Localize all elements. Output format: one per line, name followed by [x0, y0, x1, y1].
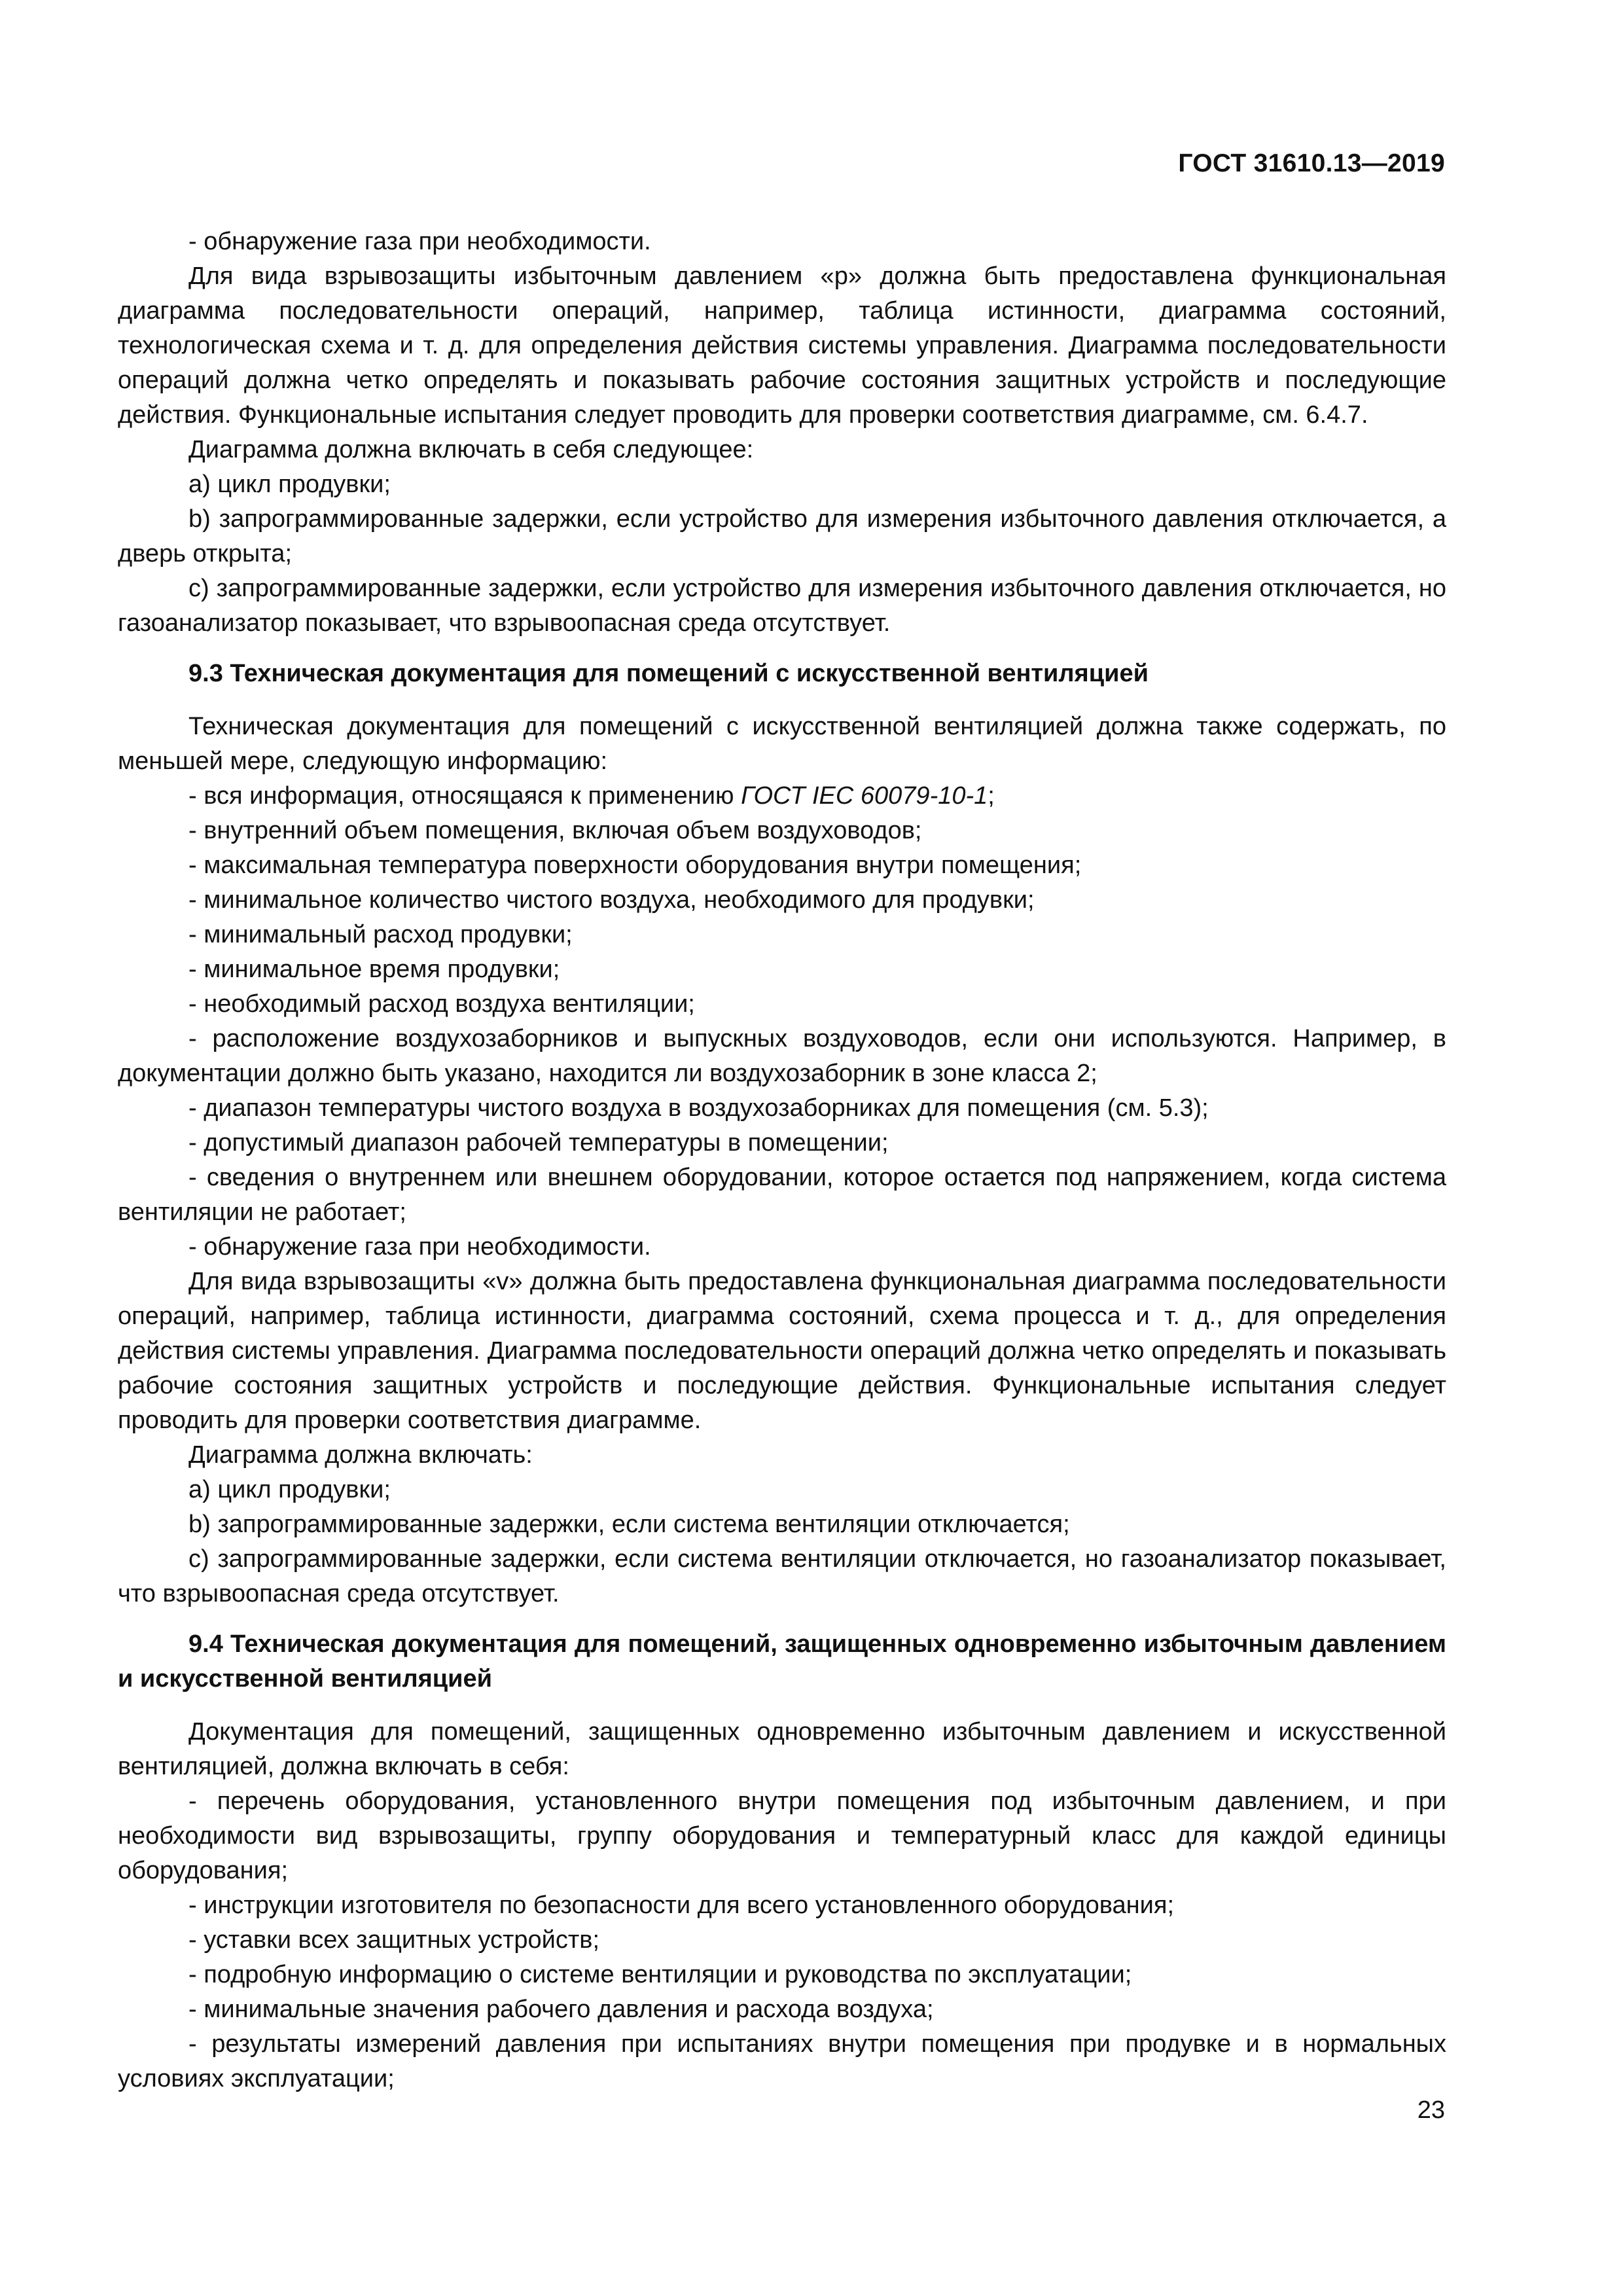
standard-reference: ГОСТ IEC 60079-10-1 — [741, 782, 988, 810]
list-item: - расположение воздухозаборников и выпускных воздуховодов, если они используются. Например, в документации должно быть указано, находится ли воздухозаборник в зоне класса 2; — [118, 1025, 1446, 1087]
list-item: - сведения о внутреннем или внешнем оборудовании, которое остается под напряжением, когда система вентиляции не работает; — [118, 1164, 1446, 1226]
list-item-text: - вся информация, относящаяся к применению — [188, 782, 741, 810]
list-item: - перечень оборудования, установленного внутри помещения под избыточным давлением, и при необходимости вид взрывозащиты, группу оборудования и температурный класс для каждой единицы оборудования; — [118, 1787, 1446, 1884]
list-item: - уставки всех защитных устройств; — [188, 1926, 600, 1954]
list-item-b: b) запрограммированные задержки, если устройство для измерения избыточного давления отключается, а дверь открыта; — [118, 505, 1446, 567]
page-body — [118, 224, 1446, 2096]
section-heading-9-3: 9.3 Техническая документация для помещений с искусственной вентиляцией — [188, 660, 1149, 687]
list-item: - минимальные значения рабочего давления и расхода воздуха; — [188, 1996, 934, 2023]
paragraph-diagram-intro: Диаграмма должна включать: — [188, 1441, 533, 1469]
list-item: - инструкции изготовителя по безопасности для всего установленного оборудования; — [188, 1892, 1175, 1919]
document-code: ГОСТ 31610.13—2019 — [1178, 149, 1445, 177]
paragraph-diagram-intro: Диаграмма должна включать в себя следующее: — [188, 436, 754, 463]
list-item: - подробную информацию о системе вентиляции и руководства по эксплуатации; — [188, 1961, 1132, 1988]
list-item: - минимальное количество чистого воздуха, необходимого для продувки; — [188, 886, 1035, 914]
list-item: - обнаружение газа при необходимости. — [188, 1233, 651, 1261]
list-item: - диапазон температуры чистого воздуха в воздухозаборниках для помещения (см. 5.3); — [188, 1094, 1209, 1122]
list-item: - максимальная температура поверхности оборудования внутри помещения; — [188, 852, 1082, 879]
list-item-a: a) цикл продувки; — [188, 1476, 391, 1503]
list-item-c: c) запрограммированные задержки, если устройство для измерения избыточного давления отключается, но газоанализатор показывает, что взрывоопасная среда отсутствует. — [118, 575, 1446, 637]
list-item: - результаты измерений давления при испытаниях внутри помещения при продувке и в нормальных условиях эксплуатации; — [118, 2030, 1446, 2092]
section-heading-9-4: 9.4 Техническая документация для помещений, защищенных одновременно избыточным давлением и искусственной вентиляцией — [118, 1630, 1446, 1693]
section-9-4-intro: Документация для помещений, защищенных одновременно избыточным давлением и искусственной вентиляцией, должна включать в себя: — [118, 1718, 1446, 1780]
list-item-text: ; — [988, 782, 995, 810]
list-item-c: c) запрограммированные задержки, если система вентиляции отключается, но газоанализатор показывает, что взрывоопасная среда отсутствует. — [118, 1545, 1446, 1607]
list-item: - обнаружение газа при необходимости. — [188, 228, 651, 255]
list-item: - допустимый диапазон рабочей температуры в помещении; — [188, 1129, 889, 1157]
list-item: - внутренний объем помещения, включая объем воздуховодов; — [188, 817, 922, 844]
paragraph-pressurization-diagram: Для вида взрывозащиты избыточным давлением «p» должна быть предоставлена функциональная диаграмма последовательности операций, например, таблица истинности, диаграмма состояний, технологическая схема и т. д. для определения действия системы управления. Диаграмма последовательности операций должна четко определять и показывать рабочие состояния защитных устройств и последующие действия. Функциональные испытания следует проводить для проверки соответствия диаграмме, см. 6.4.7. — [118, 262, 1446, 429]
paragraph-ventilation-diagram: Для вида взрывозащиты «v» должна быть предоставлена функциональная диаграмма последовательности операций, например, таблица истинности, диаграмма состояний, схема процесса и т. д., для определения действия системы управления. Диаграмма последовательности операций должна четко определять и показывать рабочие состояния защитных устройств и последующие действия. Функциональные испытания следует проводить для проверки соответствия диаграмме. — [118, 1268, 1446, 1434]
section-9-3-intro: Техническая документация для помещений с искусственной вентиляцией должна также содержать, по меньшей мере, следующую информацию: — [118, 713, 1446, 775]
page-number: 23 — [1417, 2096, 1445, 2124]
list-item — [118, 779, 1446, 814]
list-item: - минимальный расход продувки; — [188, 921, 573, 948]
list-item-b: b) запрограммированные задержки, если система вентиляции отключается; — [188, 1511, 1070, 1538]
list-item: - необходимый расход воздуха вентиляции; — [188, 990, 695, 1018]
list-item: - минимальное время продувки; — [188, 956, 560, 983]
list-item-a: a) цикл продувки; — [188, 471, 391, 498]
